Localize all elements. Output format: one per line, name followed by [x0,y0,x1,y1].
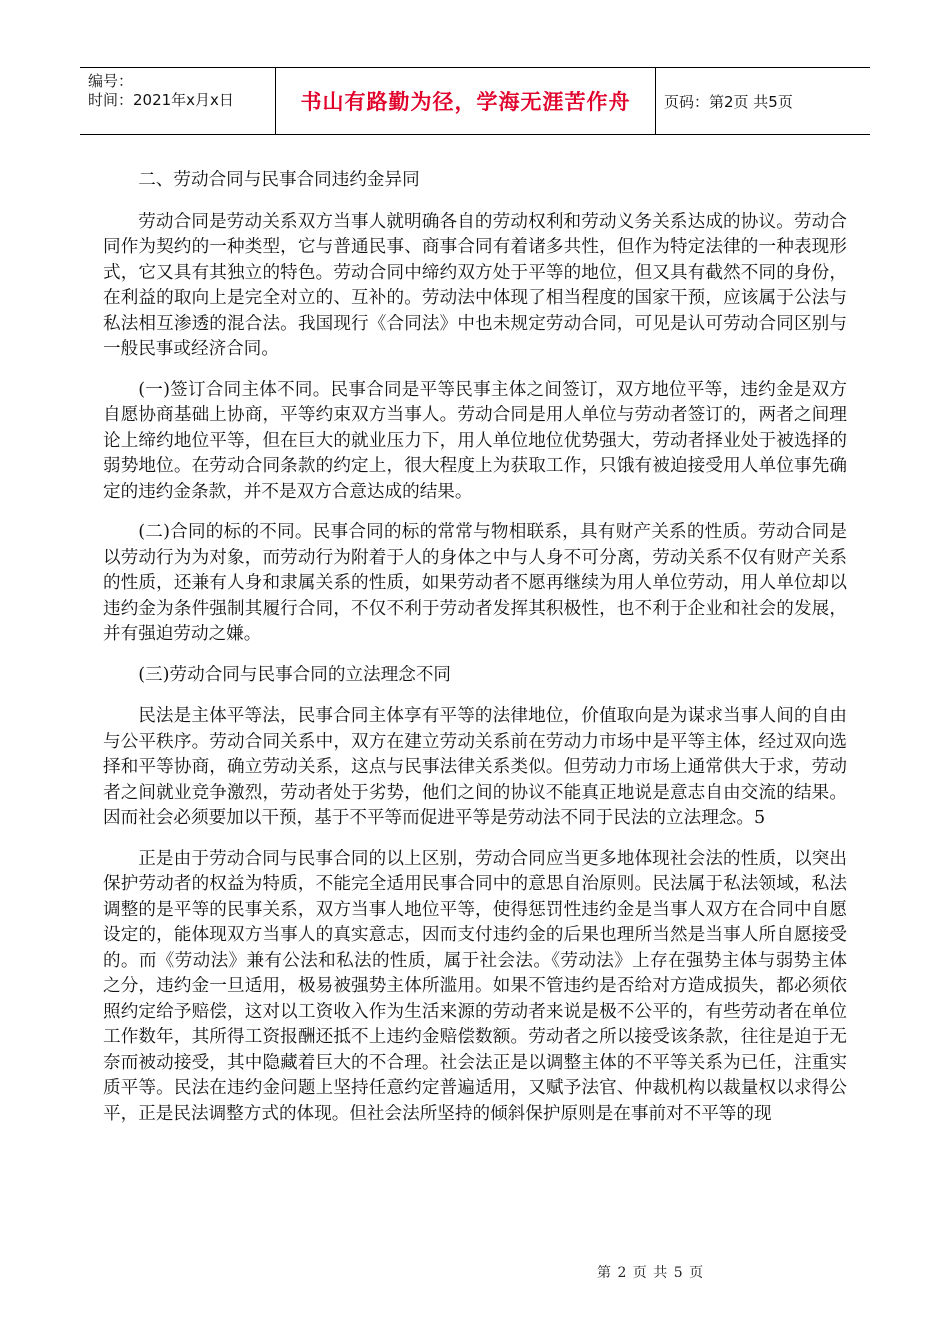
section-heading: 二、劳动合同与民事合同违约金异同 [138,170,420,190]
document-header [80,67,870,135]
paragraph-point-1: (一)签订合同主体不同。民事合同是平等民事主体之间签订，双方地位平等，违约金是双方自愿协商基础上协商，平等约束双方当事人。劳动合同是用人单位与劳动者签订的，两者之间理论上缔约地位平等，但在巨大的就业压力下，用人单位地位优势强大，劳动者择业处于被选择的弱势地位。在劳动合同条款的约定上，很大程度上为获取工作，只饿有被迫接受用人单位事先确定的违约金条款，并不是双方合意达成的结果。 [103,379,847,502]
paragraph-point-3-heading: (三)劳动合同与民事合同的立法理念不同 [138,664,452,685]
header-number: 编号： [88,72,134,90]
header-slogan-cell [276,68,656,134]
header-page-cell [656,68,870,134]
header-date: 时间：2021年x月x日 [88,91,234,109]
paragraph-intro: 劳动合同是劳动关系双方当事人就明确各自的劳动权利和劳动义务关系达成的协议。劳动合同作为契约的一种类型，它与普通民事、商事合同有着诸多共性，但作为特定法律的一种表现形式，它又具有其独立的特色。劳动合同中缔约双方处于平等的地位，但又具有截然不同的身份，在利益的取向上是完全对立的、互补的。劳动法中体现了相当程度的国家干预，应该属于公法与私法相互渗透的混合法。我国现行《合同法》中也未规定劳动合同，可见是认可劳动合同区别与一般民事或经济合同。 [103,211,847,359]
page-footer: 第 2 页 共 5 页 [597,1265,704,1281]
paragraph-point-2: (二)合同的标的不同。民事合同的标的常常与物相联系，具有财产关系的性质。劳动合同是以劳动行为为对象，而劳动行为附着于人的身体之中与人身不可分离，劳动关系不仅有财产关系的性质，还兼有人身和隶属关系的性质，如果劳动者不愿再继续为用人单位劳动，用人单位却以违约金为条件强制其履行合同，不仅不利于劳动者发挥其积极性，也不利于企业和社会的发展，并有强迫劳动之嫌。 [103,522,847,644]
header-slogan: 书山有路勤为径，学海无涯苦作舟 [300,90,631,114]
paragraph-civil-law: 民法是主体平等法，民事合同主体享有平等的法律地位，价值取向是为谋求当事人间的自由与公平秩序。劳动合同关系中，双方在建立劳动关系前在劳动力市场中是平等主体，经过双向选择和平等协商，确立劳动关系，这点与民事法律关系类似。但劳动力市场上通常供大于求，劳动者之间就业竞争激烈，劳动者处于劣势，他们之间的协议不能真正地说是意志自由交流的结果。因而社会必须要加以干预，基于不平等而促进平等是劳动法不同于民法的立法理念。5 [103,706,847,828]
document-body [103,168,847,1142]
header-page-info: 页码：第2页 共5页 [664,92,793,111]
paragraph-conclusion: 正是由于劳动合同与民事合同的以上区别，劳动合同应当更多地体现社会法的性质，以突出保护劳动者的权益为特质，不能完全适用民事合同中的意思自治原则。民法属于私法领域，私法调整的是平等的民事关系，双方当事人地位平等，使得惩罚性违约金是当事人双方在合同中自愿设定的，能体现双方当事人的真实意志，因而支付违约金的后果也理所当然是当事人所自愿接受的。而《劳动法》兼有公法和私法的性质，属于社会法。《劳动法》上存在强势主体与弱势主体之分，违约金一旦适用，极易被强势主体所滥用。如果不管违约是否给对方造成损失，都必须依照约定给予赔偿，这对以工资收入作为生活来源的劳动者来说是极不公平的，有些劳动者在单位工作数年，其所得工资报酬还抵不上违约金赔偿数额。劳动者之所以接受该条款，往往是迫于无奈而被动接受，其中隐藏着巨大的不合理。社会法正是以调整主体的不平等关系为已任，注重实质平等。民法在违约金问题上坚持任意约定普遍适用，又赋予法官、仲裁机构以裁量权以求得公平，正是民法调整方式的体现。但社会法所坚持的倾斜保护原则是在事前对不平等的现 [103,848,847,1124]
header-meta [80,68,276,134]
